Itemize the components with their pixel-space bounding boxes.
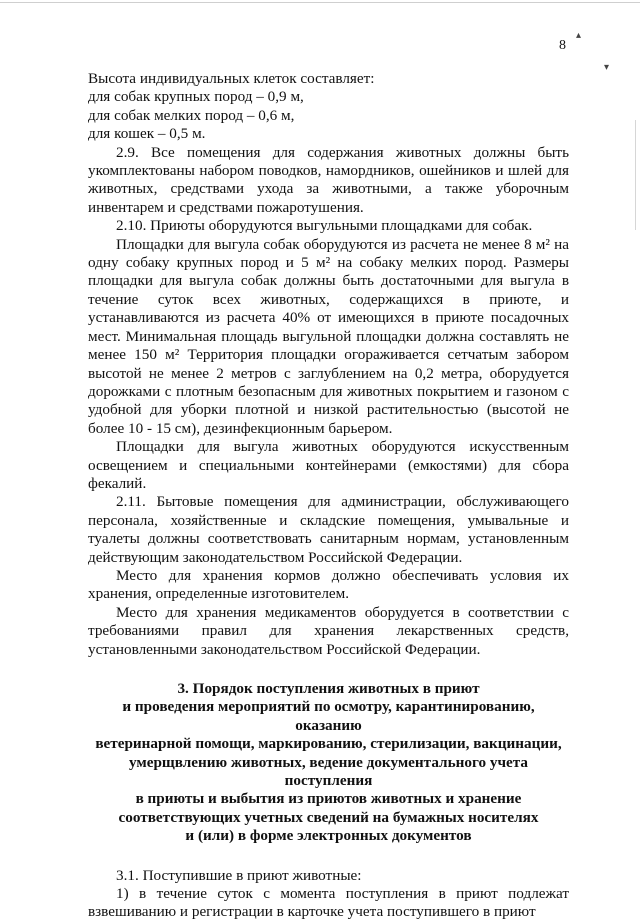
page-number: 8 (559, 38, 566, 53)
heading-line: соответствующих учетных сведений на бумажных носителях (118, 808, 539, 826)
heading-line: и (или) в форме электронных документов (185, 827, 472, 845)
scan-top-rule (0, 2, 640, 3)
paragraph-2-9: 2.9. Все помещения для содержания животных должны быть укомплектованы набором поводков, намордников, ошейников и шлей для животных, средствами ухода за животными, а также уборочным инвентарем и средствами пожаротушения. (88, 143, 569, 216)
paragraph-2-11: 2.11. Бытовые помещения для администрации, обслуживающего персонала, хозяйственные и складские помещения, умывальные и туалеты должны соответствовать санитарным нормам, установленным действующим законодательством Российской Федерации. (88, 493, 569, 566)
paragraph-medicine-storage: Место для хранения медикаментов оборудуется в соответствии с требованиями правил для хранения лекарственных средств, установленными законодательством Российской Федерации. (88, 603, 569, 658)
paragraph-3-1-item-1: 1) в течение суток с момента поступления в приют подлежат взвешиванию и регистрации в карточке учета поступившего в приют (88, 885, 569, 921)
paragraph-2-10: 2.10. Приюты оборудуются выгульными площадками для собак. (116, 217, 533, 235)
document-body (88, 70, 569, 922)
heading-line: ветеринарной помощи, маркированию, стерилизации, вакцинации, (95, 735, 562, 753)
heading-line: 3. Порядок поступления животных в приют (177, 680, 480, 697)
paragraph-small-dogs: для собак мелких пород – 0,6 м, (88, 106, 295, 124)
heading-line: умерщвлению животных, ведение документального учета поступления (129, 753, 528, 790)
paragraph-feed-storage: Место для хранения кормов должно обеспечивать условия их хранения, определенные изготовителем. (88, 566, 569, 603)
heading-line: в приюты и выбытия из приютов животных и хранение (135, 790, 522, 808)
paragraph-walking-areas: Площадки для выгула собак оборудуются из расчета не менее 8 м² на одну собаку крупных пород и 5 м² на собаку мелких пород. Размеры площадки для выгула собак должны быть достаточными для выгула в течение суток всех животных, содержащихся в приюте, и устанавливаются из расчета 40% от имеющихся в приюте посадочных мест. Минимальная площадь выгульной площадки должна составлять не менее 150 м² Территория площадки огораживается сетчатым забором высотой не менее 2 метров с заглублением на 0,2 метра, оборудуется дорожками с плотным безопасным для животных покрытием и газоном с удобной для уборки плотной и низкой растительностью (высотой не более 10 - 15 см), дезинфекционным барьером. (88, 235, 569, 437)
heading-line: и проведения мероприятий по осмотру, карантинированию, оказанию (122, 698, 535, 734)
paragraph-lighting: Площадки для выгула животных оборудуются искусственным освещением и специальными контейнерами (емкостями) для сбора фекалий. (88, 438, 569, 492)
scan-speck: ▴ (576, 30, 582, 41)
paragraph-3-1: 3.1. Поступившие в приют животные: (116, 866, 362, 884)
paragraph-cell-heights: Высота индивидуальных клеток составляет: (88, 70, 375, 87)
paragraph-cats: для кошек – 0,5 м. (88, 125, 206, 143)
scan-speck: ▾ (604, 62, 610, 73)
scan-edge-line (635, 120, 636, 230)
paragraph-large-dogs: для собак крупных пород – 0,9 м, (88, 88, 304, 106)
section-3-heading (88, 680, 569, 846)
